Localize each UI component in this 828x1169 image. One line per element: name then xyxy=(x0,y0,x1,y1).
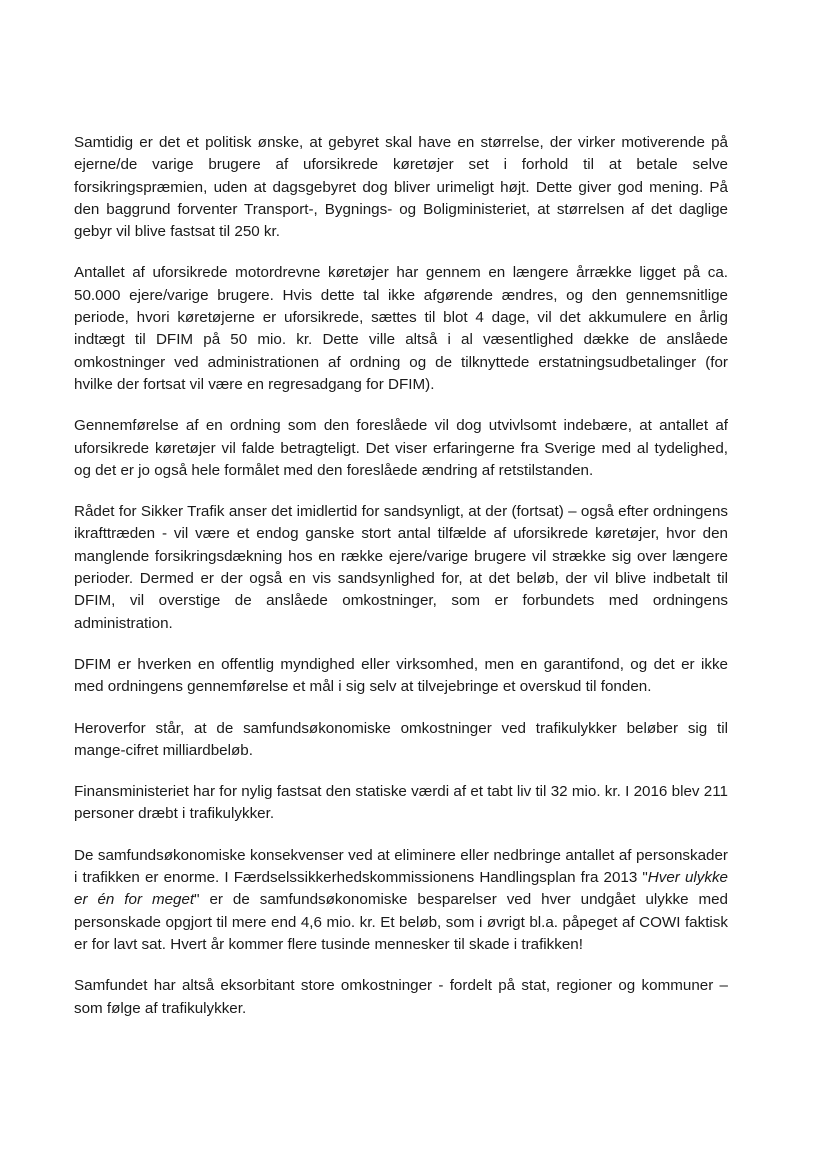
paragraph-gebyr-motivation: Samtidig er det et politisk ønske, at gebyret skal have en størrelse, der virker motiverende på ejerne/de varige brugere af uforsikrede køretøjer set i forhold til at betale selve forsikringspræmien, uden at dagsgebyret dog bliver urimeligt højt. Dette giver god mening. På den baggrund forventer Transport-, Bygnings- og Boligministeriet, at størrelsen af det daglige gebyr vil blive fastsat til 250 kr. xyxy=(74,134,728,241)
paragraph-finansministeriet: Finansministeriet har for nylig fastsat den statiske værdi af et tabt liv til 32 mio. kr. I 2016 blev 211 personer dræbt i trafikulykker. xyxy=(74,783,728,823)
paragraph-gennemfoerelse: Gennemførelse af en ordning som den foreslåede vil dog utvivlsomt indebære, at antallet af uforsikrede køretøjer vil falde betragteligt. Det viser erfaringerne fra Sverige med al tydelighed, og det er jo også hele formålet med den foreslåede ændring af retstilstanden. xyxy=(74,417,728,479)
paragraph-konsekvenser-after: " er de samfundsøkonomiske besparelser ved hver undgået ulykke med personskade opgjort til mere end 4,6 mio. kr. Et beløb, som i øvrigt bl.a. påpeget af COWI faktisk er for lavt sat. Hvert år kommer flere tusinde mennesker til skade i trafikken! xyxy=(74,891,728,953)
paragraph-uforsikrede-antal: Antallet af uforsikrede motordrevne køretøjer har gennem en længere årrække ligget på ca. 50.000 ejere/varige brugere. Hvis dette tal ikke afgørende ændres, og den gennemsnitlige periode, hvori køretøjerne er uforsikrede, sættes til blot 4 dage, vil det akkumulere en årlig indtægt til DFIM på 50 mio. kr. Dette ville altså i al væsentlighed dække de anslåede omkostninger ved administrationen af ordning og de tilknyttede erstatningsudbetalinger (for hvilke der fortsat vil være en regresadgang for DFIM). xyxy=(74,264,728,393)
paragraph-samfundsoekonomi: Heroverfor står, at de samfundsøkonomiske omkostninger ved trafikulykker beløber sig til mange-cifret milliardbeløb. xyxy=(74,719,728,759)
paragraph-konsekvenser-before: De samfundsøkonomiske konsekvenser ved at eliminere eller nedbringe antallet af personskader i trafikken er enorme. I Færdselssikkerhedskommissionens Handlingsplan fra 2013 " xyxy=(74,846,728,887)
paragraph-samfundet-omkostninger: Samfundet har altså eksorbitant store omkostninger - fordelt på stat, regioner og kommuner – som følge af trafikulykker. xyxy=(74,977,728,1017)
handlingsplan-title: Hver ulykke er én for meget xyxy=(74,869,728,909)
paragraph-konsekvenser xyxy=(74,845,728,956)
paragraph-dfim-garantifond: DFIM er hverken en offentlig myndighed eller virksomhed, men en garantifond, og det er ikke med ordningens gennemførelse et mål i sig selv at tilvejebringe et overskud til fonden. xyxy=(74,655,728,696)
paragraph-raadet-vurdering: Rådet for Sikker Trafik anser det imidlertid for sandsynligt, at der (fortsat) – også efter ordningens ikrafttræden - vil være et endog ganske stort antal tilfælde af uforsikrede køretøjer, hvor den manglende forsikringsdækning hos en række ejere/varige brugere vil strække sig over længere perioder. Dermed er der også en vis sandsynlighed for, at det beløb, der vil blive indbetalt til DFIM, vil overstige de anslåede omkostninger, som er forbundets med ordningens administration. xyxy=(74,503,728,632)
